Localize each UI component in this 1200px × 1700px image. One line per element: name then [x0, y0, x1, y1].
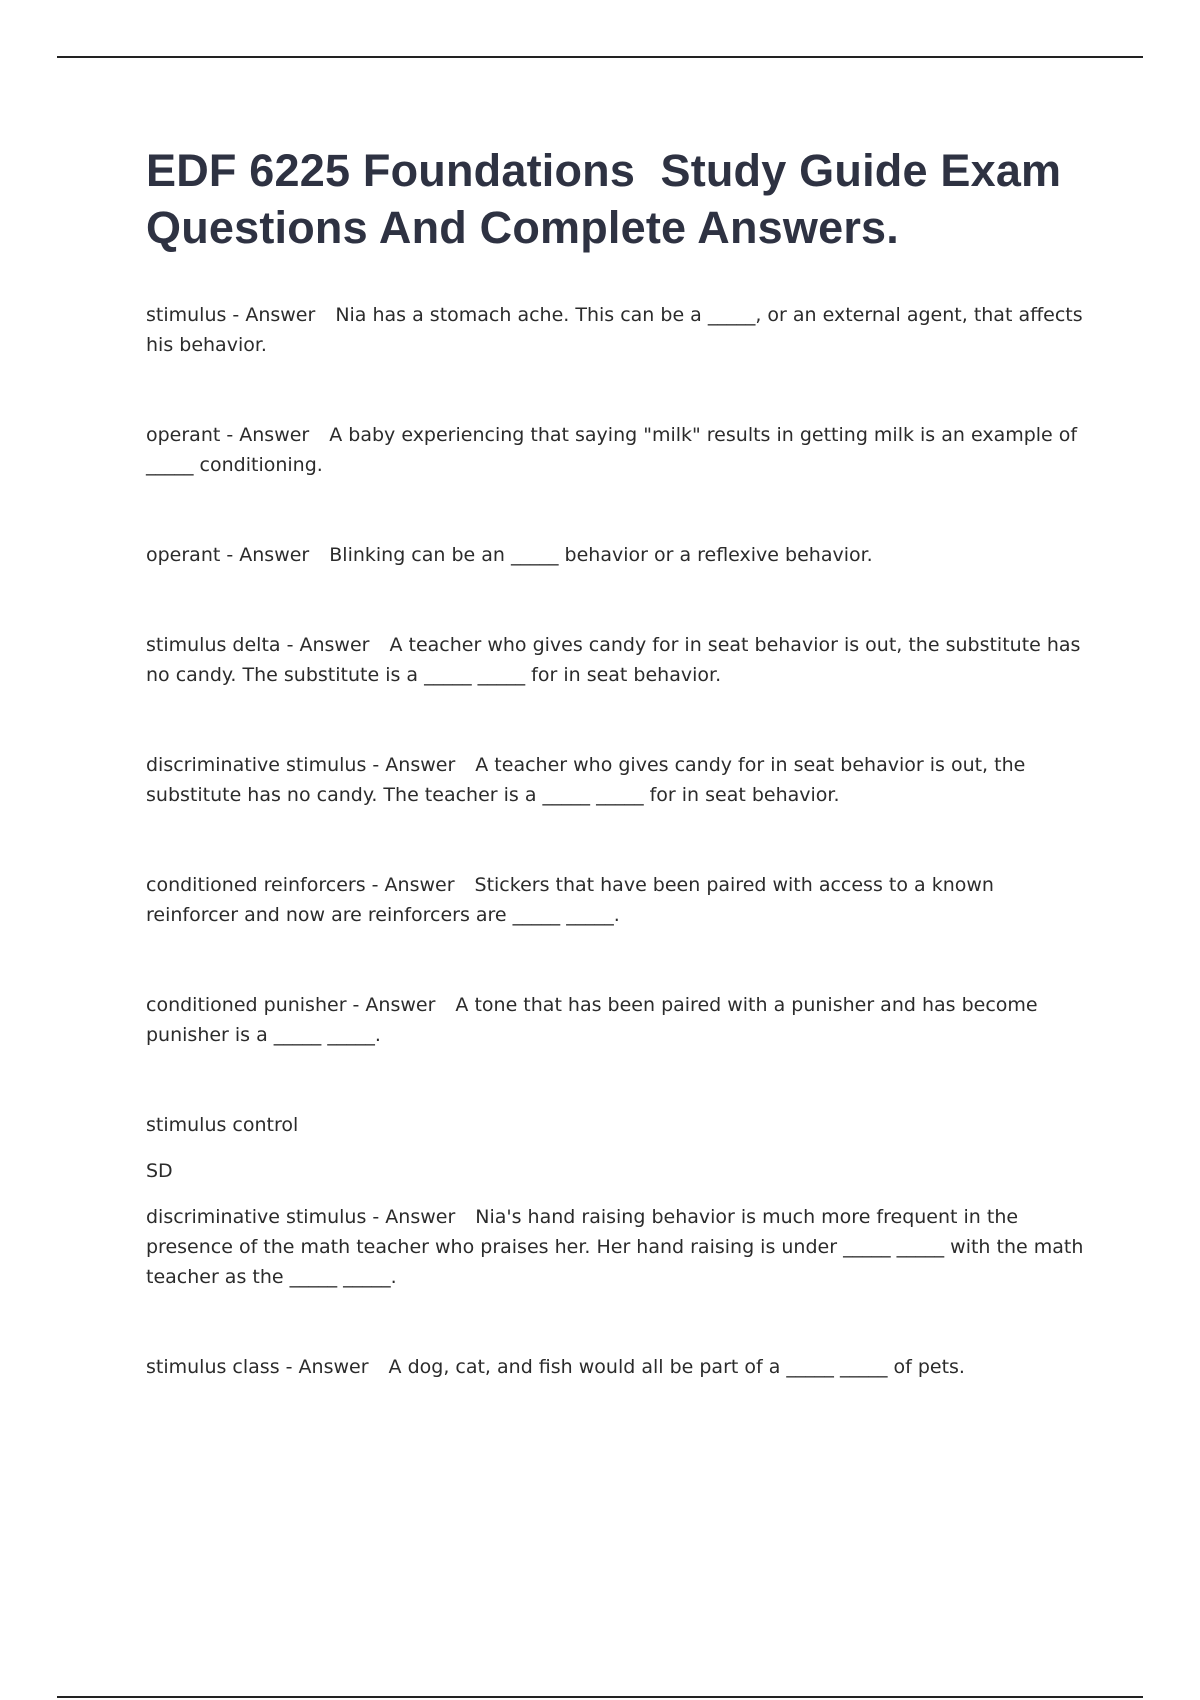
answer-term: stimulus delta - Answer [146, 634, 370, 656]
question-text: Blinking can be an _____ behavior or a reflexive behavior. [329, 544, 873, 566]
question-text: A teacher who gives candy for in seat behavior is out, the substitute has no candy. The teacher is a _____ _____ for in seat behavior. [146, 754, 1026, 806]
qa-item [146, 1202, 1086, 1292]
qa-item [146, 1352, 1086, 1382]
question-text: Stickers that have been paired with access to a known reinforcer and now are reinforcers are _____ _____. [146, 874, 994, 926]
question-text: A baby experiencing that saying "milk" results in getting milk is an example of _____ conditioning. [146, 424, 1078, 476]
qa-item [146, 420, 1086, 480]
top-rule [57, 56, 1143, 58]
plain-line: stimulus control [146, 1114, 299, 1136]
qa-item [146, 300, 1086, 360]
answer-term: discriminative stimulus - Answer [146, 1206, 456, 1228]
question-text: Nia has a stomach ache. This can be a _____, or an external agent, that affects his behavior. [146, 304, 1083, 356]
answer-term: stimulus - Answer [146, 304, 316, 326]
answer-term: stimulus class - Answer [146, 1356, 369, 1378]
answer-term: discriminative stimulus - Answer [146, 754, 456, 776]
document-title: EDF 6225 Foundations Study Guide Exam Questions And Complete Answers. [146, 145, 1074, 253]
question-text: A teacher who gives candy for in seat behavior is out, the substitute has no candy. The substitute is a _____ _____ for in seat behavior. [146, 634, 1081, 686]
document-body [146, 142, 1086, 1442]
qa-item [146, 870, 1086, 930]
answer-term: operant - Answer [146, 424, 310, 446]
question-text: A dog, cat, and fish would all be part of a _____ _____ of pets. [388, 1356, 965, 1378]
plain-line: SD [146, 1160, 173, 1182]
answer-term: conditioned reinforcers - Answer [146, 874, 455, 896]
bottom-rule [57, 1696, 1143, 1698]
qa-item [146, 540, 1086, 570]
answer-term: operant - Answer [146, 544, 310, 566]
qa-item [146, 990, 1086, 1050]
question-text: Nia's hand raising behavior is much more frequent in the presence of the math teacher who praises her. Her hand raising is under _____ _____ with the math teacher as the _____ _____. [146, 1206, 1084, 1288]
qa-list [146, 300, 1086, 1382]
qa-item [146, 750, 1086, 810]
question-text: A tone that has been paired with a punisher and has become punisher is a _____ _____. [146, 994, 1038, 1046]
answer-term: conditioned punisher - Answer [146, 994, 436, 1016]
qa-item [146, 630, 1086, 690]
